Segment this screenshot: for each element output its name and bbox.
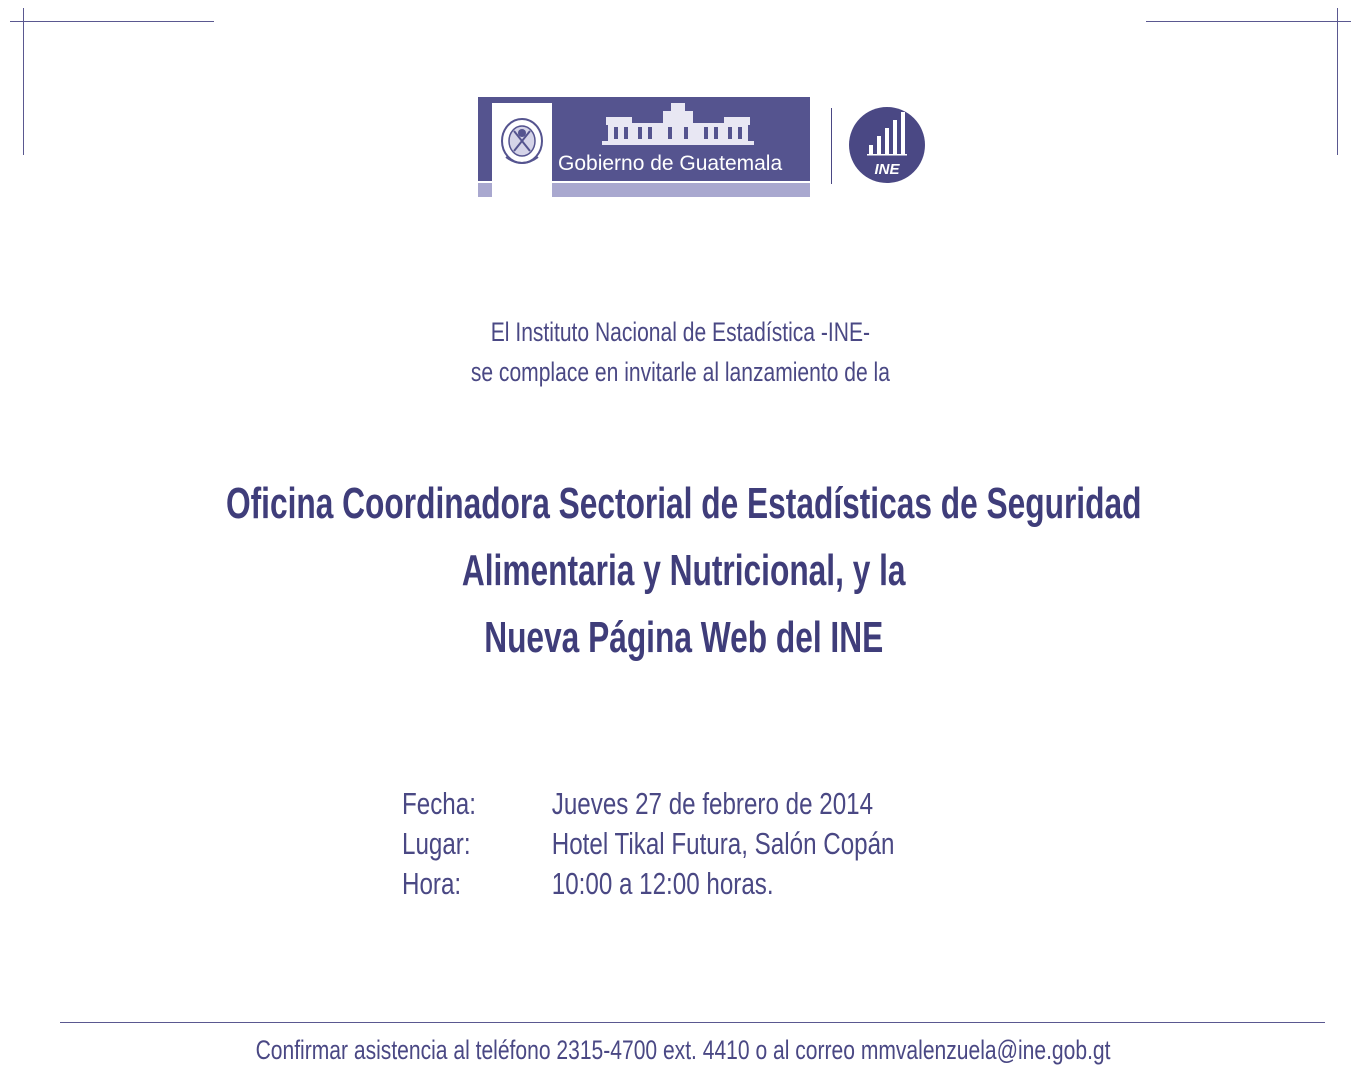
footer-divider — [60, 1022, 1325, 1023]
ine-logo — [848, 106, 926, 184]
detail-value: Hotel Tikal Futura, Salón Copán — [551, 826, 895, 861]
detail-row-lugar — [402, 824, 894, 864]
intro-line-2: se complace en invitarle al lanzamiento de la — [470, 357, 890, 387]
intro-line-1: El Instituto Nacional de Estadística -INE- — [490, 317, 871, 347]
invitation-intro — [150, 312, 1212, 392]
event-title — [194, 470, 1174, 671]
gobierno-logo-graphic — [478, 97, 810, 197]
detail-label: Fecha: — [402, 786, 476, 821]
logo-separator — [831, 108, 832, 184]
title-line-2: Alimentaria y Nutricional, y la — [461, 546, 906, 595]
crop-mark-top-right-h — [1146, 21, 1351, 22]
crop-mark-top-right-v — [1337, 8, 1338, 155]
gobierno-logo-text: Gobierno de Guatemala — [558, 152, 783, 175]
crop-mark-top-left-v — [23, 8, 24, 155]
detail-row-hora — [402, 864, 894, 904]
detail-label: Lugar: — [402, 826, 471, 861]
ine-logo-graphic — [848, 106, 926, 184]
gobierno-guatemala-logo — [478, 97, 810, 197]
ine-logo-text: INE — [874, 161, 900, 178]
crop-mark-top-left-h — [10, 21, 214, 22]
rsvp-footer: Confirmar asistencia al teléfono 2315-4700 ext. 4410 o al correo mmvalenzuela@ine.gob.gt — [255, 1035, 1111, 1065]
detail-value: 10:00 a 12:00 horas. — [551, 866, 774, 901]
detail-row-fecha — [402, 784, 894, 824]
detail-value: Jueves 27 de febrero de 2014 — [551, 786, 874, 821]
title-line-1: Oficina Coordinadora Sectorial de Estadísticas de Seguridad — [225, 479, 1142, 528]
event-details — [402, 784, 894, 904]
detail-label: Hora: — [402, 866, 462, 901]
title-line-3: Nueva Página Web del INE — [484, 613, 884, 662]
